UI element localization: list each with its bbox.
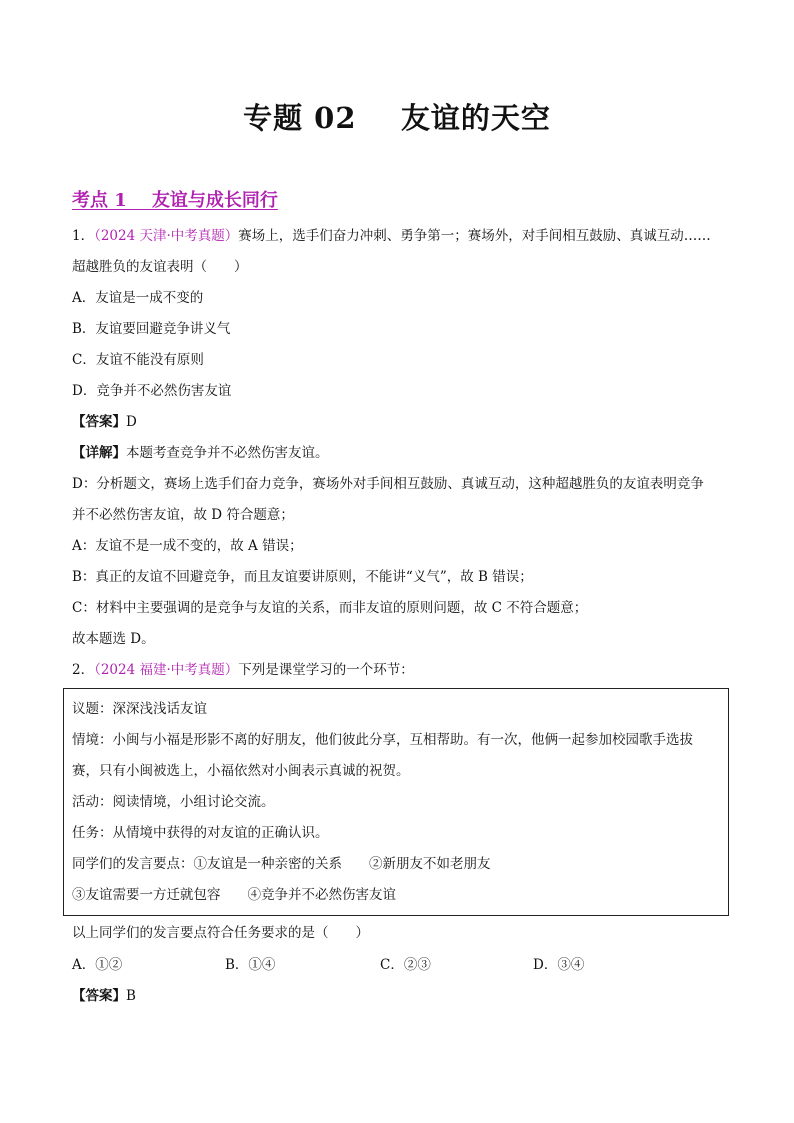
detail-text: 本题考查竞争并不必然伤害友谊。 (126, 445, 329, 461)
q1-option-b: B．友谊要回避竞争讲义气 (72, 321, 231, 337)
question-1-stem-cont: 超越胜负的友谊表明（ ） (72, 259, 248, 275)
question-text: 下列是课堂学习的一个环节： (238, 662, 414, 678)
q1-detail (72, 443, 329, 463)
detail-tag: 【详解】 (72, 445, 126, 461)
q2-answer (72, 986, 136, 1006)
q2-option-d: D．③④ (533, 957, 585, 973)
q1-analysis-line: D：分析题文，赛场上选手们奋力竞争，赛场外对手间相互鼓励、真诚互动，这种超越胜负的友谊表明竞争 (72, 476, 704, 492)
question-text: 赛场上，选手们奋力冲刺、勇争第一；赛场外，对手间相互鼓励、真诚互动…… (238, 228, 711, 244)
q1-analysis-line: B：真正的友谊不回避竞争，而且友谊要讲原则，不能讲“义气”，故 B 错误； (72, 569, 533, 585)
question-2-stem (72, 660, 414, 680)
box-line-activity: 活动：阅读情境，小组讨论交流。 (72, 794, 275, 810)
q2-option-a: A．①② (72, 957, 123, 973)
answer-value: D (126, 414, 137, 430)
q2-option-b: B．①④ (225, 957, 276, 973)
section-heading: 考点 1 友谊与成长同行 (72, 190, 278, 211)
box-line-task: 任务：从情境中获得的对友谊的正确认识。 (72, 825, 329, 841)
q1-conclusion: 故本题选 D。 (72, 631, 155, 647)
answer-tag: 【答案】 (72, 414, 126, 430)
question-1-stem (72, 226, 711, 246)
q1-option-d: D．竞争并不必然伤害友谊 (72, 383, 232, 399)
question-source: （2024 天津·中考真题） (94, 228, 239, 244)
material-box (63, 688, 729, 916)
box-line-scenario-cont: 赛，只有小闽被选上，小福依然对小闽表示真诚的祝贺。 (72, 763, 410, 779)
question-number: 2． (72, 662, 95, 678)
q2-option-c: C．②③ (380, 957, 431, 973)
box-line-points-cont: ③友谊需要一方迁就包容 ④竞争并不必然伤害友谊 (72, 887, 396, 903)
q1-analysis-line: A：友谊不是一成不变的，故 A 错误； (72, 538, 303, 554)
q1-option-c: C．友谊不能没有原则 (72, 352, 204, 368)
question-source: （2024 福建·中考真题） (94, 662, 239, 678)
box-line-scenario: 情境：小闽与小福是形影不离的好朋友，他们彼此分享，互相帮助。有一次，他俩一起参加校园歌手选拔 (72, 732, 693, 748)
question-2-prompt: 以上同学们的发言要点符合任务要求的是（ ） (72, 925, 369, 941)
question-number: 1． (72, 228, 95, 244)
box-line-points: 同学们的发言要点：①友谊是一种亲密的关系 ②新朋友不如老朋友 (72, 856, 491, 872)
q1-analysis-line: 并不必然伤害友谊，故 D 符合题意； (72, 507, 294, 523)
q1-analysis-line: C：材料中主要强调的是竞争与友谊的关系，而非友谊的原则问题，故 C 不符合题意； (72, 600, 588, 616)
page-title: 专题 02 友谊的天空 (243, 101, 551, 135)
answer-tag: 【答案】 (72, 988, 126, 1004)
q1-option-a: A．友谊是一成不变的 (72, 290, 204, 306)
q1-answer (72, 412, 137, 432)
answer-value: B (126, 988, 136, 1004)
box-line-topic: 议题：深深浅浅话友谊 (72, 701, 207, 717)
